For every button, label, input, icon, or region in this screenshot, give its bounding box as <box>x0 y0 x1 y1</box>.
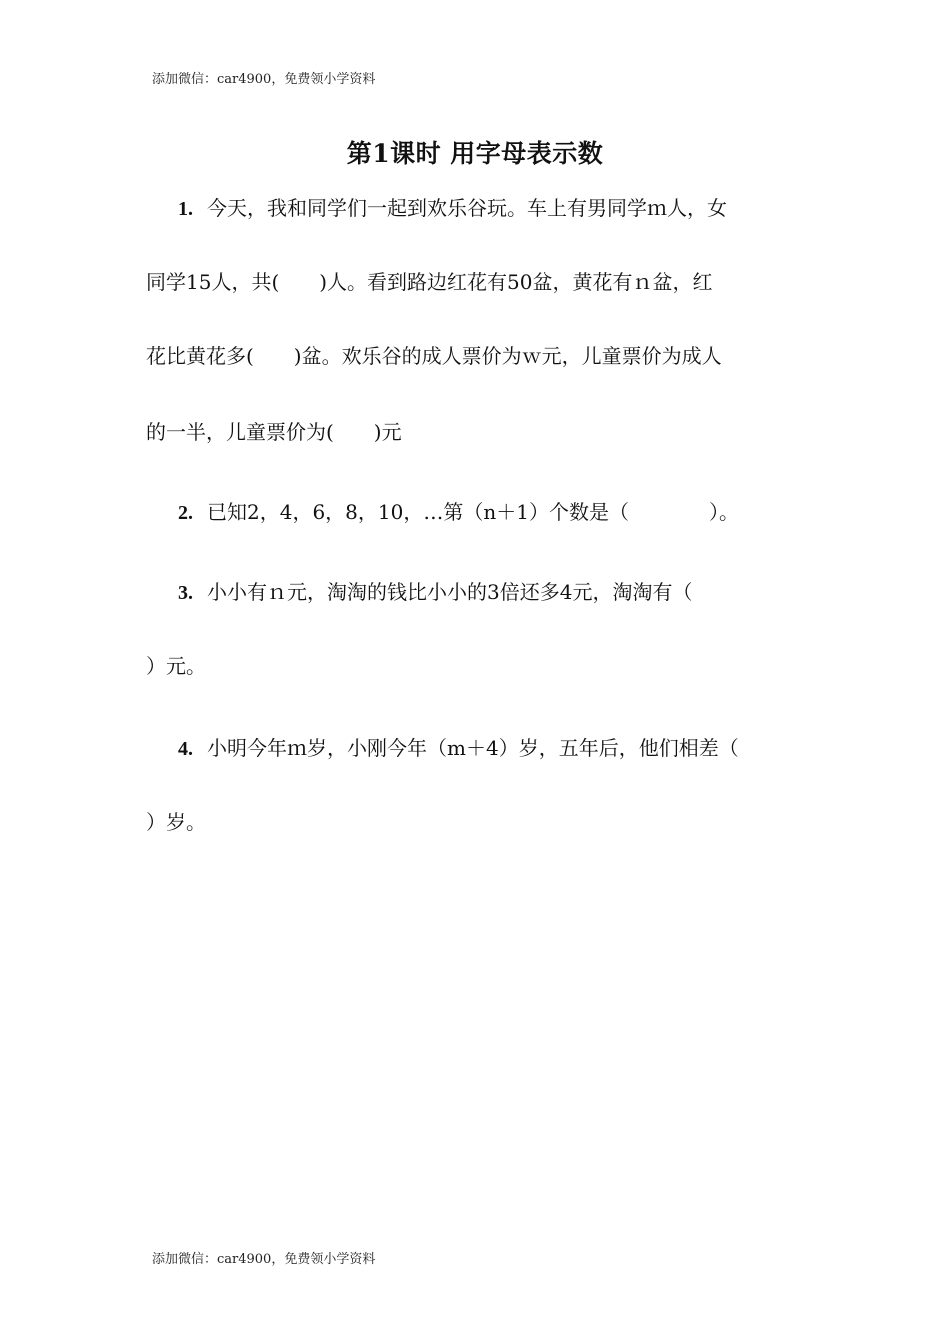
question-1-line-2: 同学15人，共( )人。看到路边红花有50盆，黄花有ｎ盆，红 <box>146 270 713 294</box>
question-4-line-2: ）岁。 <box>146 810 206 834</box>
question-3-line-1 <box>178 580 692 605</box>
question-1-line-3: 花比黄花多( )盆。欢乐谷的成人票价为ｗ元，儿童票价为成人 <box>146 344 722 368</box>
footer-note: 添加微信：car4900，免费领小学资料 <box>152 1252 376 1267</box>
question-1-text-1: 今天，我和同学们一起到欢乐谷玩。车上有男同学ｍ人，女 <box>207 196 727 220</box>
question-3-number: 3. <box>178 582 193 604</box>
question-1-line-1 <box>178 196 727 221</box>
question-1-number: 1. <box>178 198 193 220</box>
page-title: 第1课时 用字母表示数 <box>346 139 604 168</box>
question-1-line-4: 的一半，儿童票价为( )元 <box>146 420 402 444</box>
header-note: 添加微信：car4900，免费领小学资料 <box>152 72 376 87</box>
question-2-number: 2. <box>178 502 193 524</box>
question-3-text-1: 小小有ｎ元，淘淘的钱比小小的3倍还多4元，淘淘有（ <box>207 580 693 604</box>
question-2-text-1: 已知2，4，6，8，10，…第（n＋1）个数是（ ）。 <box>207 500 739 524</box>
question-4-text-1: 小明今年ｍ岁，小刚今年（m＋4）岁，五年后，他们相差（ <box>207 736 739 760</box>
question-2-line-1 <box>178 500 739 525</box>
question-3-line-2: ）元。 <box>146 654 206 678</box>
question-4-line-1 <box>178 736 739 761</box>
question-4-number: 4. <box>178 738 193 760</box>
